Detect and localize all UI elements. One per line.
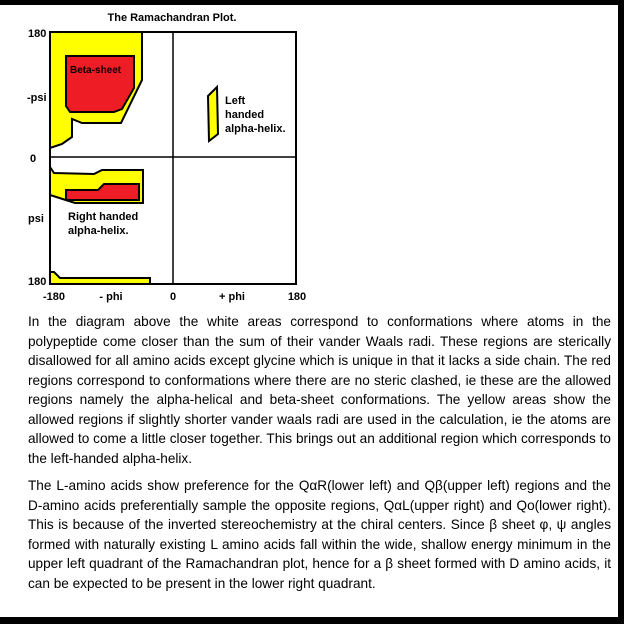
plot-title: The Ramachandran Plot. <box>107 12 237 24</box>
y-tick-psi: psi <box>28 213 44 225</box>
right-helix-label <box>68 211 141 237</box>
x-tick-minus-phi: - phi <box>99 291 123 303</box>
left-helix-label-line-1: Left <box>225 95 246 107</box>
beta-sheet-label: Beta-sheet <box>70 65 122 76</box>
x-tick-minus-180: -180 <box>42 291 66 303</box>
left-helix-label <box>225 95 286 135</box>
y-tick-bottom: 180 <box>28 276 47 288</box>
explanation-paragraph-1: In the diagram above the white areas correspond to conformations where atoms in the polypeptide come closer than the sum of their vander Waals radi. These regions are sterically disallowed for all amino acids except glycine which is unique in that it lacks a side chain. The red regions correspond to conformations where there are no steric clashed, ie these are the allowed regions namely the alpha-helical and beta-sheet conformations. The yellow areas show the allowed regions if slightly shorter vander waals radi are used in the calculation, ie the atoms are allowed to come a little closer together. This brings out an additional region which corresponds to the left-handed alpha-helix. <box>28 314 611 466</box>
x-tick-plus-phi: + phi <box>219 291 245 303</box>
bottom-strip-yellow-region <box>50 272 150 284</box>
left-helix-label-line-2: handed <box>225 109 265 121</box>
y-tick-zero: 0 <box>30 153 37 165</box>
x-tick-zero: 0 <box>169 291 177 303</box>
bottom-border <box>0 617 624 624</box>
y-tick-top: 180 <box>28 28 47 40</box>
explanation-paragraph-2: The L-amino acids show preference for the QαR(lower left) and Qβ(upper left) regions and the D-amino acids preferentially sample the opposite regions, QαL(upper right) and Qo(lower right). This is because of the inverted stereochemistry at the chiral centers. Since β sheet φ, ψ angles formed with naturally existing L amino acids fall within the wide, shallow energy minimum in the upper left quadrant of the Ramachandran plot, hence for a β sheet formed with D amino acids, it can be expected to be present in the lower right quadrant. <box>28 478 611 591</box>
left-helix-yellow-region <box>208 87 218 141</box>
y-tick-minus-psi: -psi <box>27 92 47 104</box>
x-tick-180: 180 <box>287 291 307 303</box>
left-helix-label-line-3: alpha-helix. <box>225 123 286 135</box>
right-helix-label-line-2: alpha-helix. <box>68 225 129 237</box>
right-helix-label-line-1: Right handed <box>68 211 139 223</box>
